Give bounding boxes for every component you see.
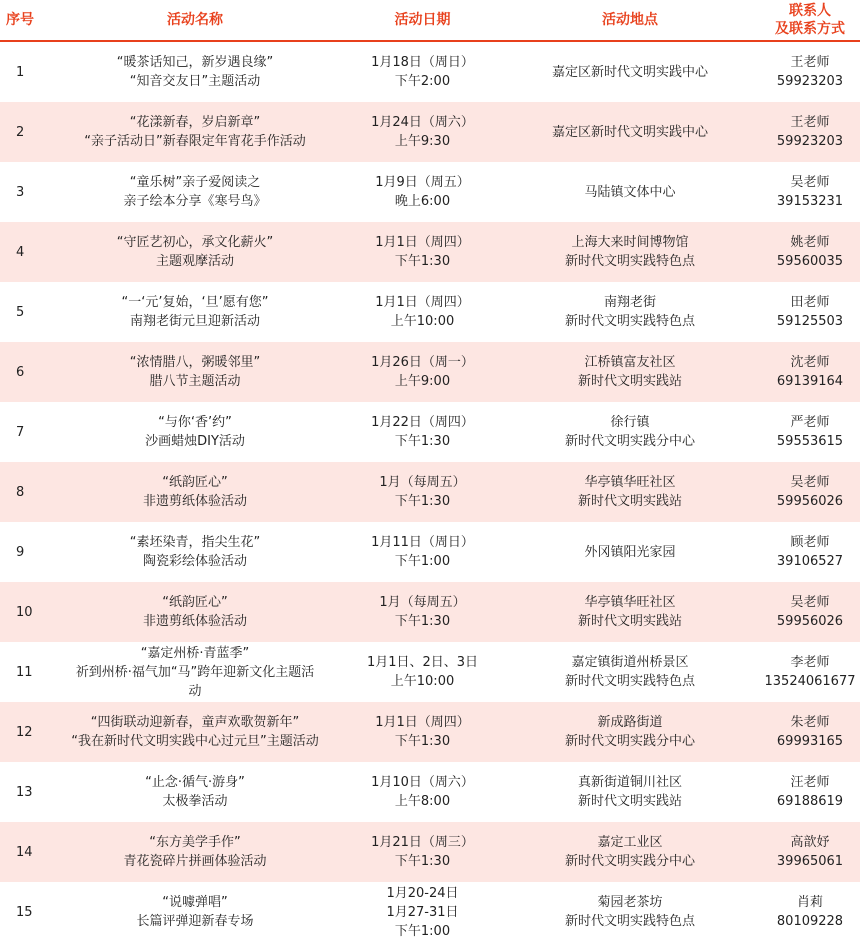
cell-date [345, 702, 500, 762]
cell-location [500, 41, 760, 102]
cell-line: 59560035 [776, 254, 844, 269]
cell-location [500, 102, 760, 162]
cell-index: 3 [16, 184, 25, 200]
cell-line: 下午1:00 [394, 923, 451, 939]
cell-line: 59956026 [776, 614, 844, 629]
cell-line: 沈老师 [790, 355, 830, 370]
cell-line: 1月1日（周四） [375, 715, 470, 730]
cell-line: 1月9日（周五） [375, 175, 470, 190]
cell-location [500, 582, 760, 642]
cell-line: 59923203 [776, 134, 844, 149]
table-row [0, 102, 860, 162]
cell-line: 腊八节主题活动 [149, 374, 241, 389]
table-row [0, 41, 860, 102]
cell-line: 下午1:30 [394, 614, 451, 629]
header-date: 活动日期 [345, 0, 500, 41]
cell-line: 59956026 [776, 494, 844, 509]
cell-index: 11 [16, 664, 33, 680]
cell-date [345, 582, 500, 642]
cell-line: 上午9:00 [394, 374, 451, 389]
cell-contact [760, 822, 860, 882]
cell-name [45, 41, 345, 102]
cell-contact [760, 282, 860, 342]
cell-index: 7 [16, 424, 25, 440]
cell-line: 嘉定区新时代文明实践中心 [551, 64, 708, 80]
cell-contact [760, 762, 860, 822]
cell-name [45, 102, 345, 162]
cell-name [45, 342, 345, 402]
cell-line: 39106527 [776, 554, 844, 569]
cell-index: 4 [0, 222, 45, 282]
cell-location [500, 522, 760, 582]
cell-date [345, 342, 500, 402]
cell-line: 新时代文明实践分中心 [564, 734, 695, 749]
header-line: 及联系方式 [775, 21, 845, 37]
header-line: 联系人 [789, 3, 831, 19]
header-contact [760, 0, 860, 41]
cell-line: 1月（每周五） [379, 595, 466, 610]
cell-line: 真新街道铜川社区 [577, 775, 682, 790]
cell-contact [760, 522, 860, 582]
table-row [0, 282, 860, 342]
cell-line: “守匠艺初心，承文化薪火” [116, 235, 274, 250]
cell-name [45, 762, 345, 822]
cell-line: 祈到州桥·福气加“马”跨年迎新文化主题活 [75, 664, 315, 680]
cell-name [45, 822, 345, 882]
cell-line: 1月24日（周六） [371, 115, 474, 130]
cell-line: 上午10:00 [390, 314, 455, 329]
cell-location [500, 822, 760, 882]
cell-line: 1月1日（周四） [375, 295, 470, 310]
cell-date [345, 822, 500, 882]
cell-line: 新时代文明实践站 [577, 494, 682, 509]
cell-line: 高歆妤 [790, 835, 830, 850]
cell-line: “浓情腊八，粥暖邻里” [129, 355, 261, 370]
cell-name [45, 882, 345, 942]
table-row [0, 222, 860, 282]
cell-line: 1月21日（周三） [371, 835, 474, 850]
cell-line: 59553615 [776, 434, 844, 449]
cell-line: 华亭镇华旺社区 [584, 475, 676, 490]
cell-line: 下午1:00 [394, 554, 451, 569]
cell-line: 非遗剪纸体验活动 [142, 614, 247, 629]
cell-name [45, 582, 345, 642]
cell-line: 新时代文明实践特色点 [564, 674, 695, 689]
cell-line: 59125503 [776, 314, 844, 329]
cell-date [345, 162, 500, 222]
cell-line: 徐行镇 [610, 415, 650, 430]
cell-line: 顾老师 [790, 535, 830, 550]
cell-line: 下午1:30 [394, 734, 451, 749]
cell-line: “嘉定州桥·青蓝季” [140, 645, 250, 661]
cell-date [345, 642, 500, 702]
cell-line: 69993165 [776, 734, 844, 749]
header-row [0, 0, 860, 41]
cell-location [500, 402, 760, 462]
cell-line: 陶瓷彩绘体验活动 [142, 554, 247, 569]
cell-line: 下午1:30 [394, 254, 451, 269]
cell-line: 1月22日（周四） [371, 415, 474, 430]
table-row [0, 762, 860, 822]
cell-line: “亲子活动日”新春限定年宵花手作活动 [84, 134, 306, 149]
cell-index: 1 [16, 64, 25, 80]
cell-line: “止念·循气·游身” [145, 775, 245, 790]
cell-line: 青花瓷碎片拼画体验活动 [123, 854, 267, 869]
cell-line: “与你‘香’约” [158, 415, 232, 430]
cell-name [45, 522, 345, 582]
cell-line: 王老师 [790, 55, 830, 70]
cell-name [45, 282, 345, 342]
table-row [0, 522, 860, 582]
cell-line: “花漾新春，岁启新章” [129, 115, 261, 130]
cell-line: 嘉定区新时代文明实践中心 [551, 124, 708, 140]
cell-date [345, 402, 500, 462]
cell-name [45, 402, 345, 462]
cell-line: 1月18日（周日） [371, 55, 474, 70]
cell-date [345, 462, 500, 522]
cell-location [500, 162, 760, 222]
cell-contact [760, 102, 860, 162]
cell-location [500, 882, 760, 942]
cell-line: 姚老师 [790, 235, 830, 250]
cell-name [45, 642, 345, 702]
cell-line: 朱老师 [790, 715, 830, 730]
cell-line: 华亭镇华旺社区 [584, 595, 676, 610]
table-row [0, 462, 860, 522]
cell-contact [760, 162, 860, 222]
cell-line: 1月（每周五） [379, 475, 466, 490]
cell-line: “知音交友日”主题活动 [129, 74, 261, 89]
cell-contact [760, 462, 860, 522]
cell-line: 菊园老茶坊 [597, 895, 663, 910]
cell-line: 非遗剪纸体验活动 [142, 494, 247, 509]
cell-index: 13 [16, 784, 33, 800]
cell-line: “东方美学手作” [149, 835, 241, 850]
cell-line: 南翔老街 [603, 295, 656, 310]
header-location: 活动地点 [500, 0, 760, 41]
cell-line: 1月27-31日 [386, 904, 459, 920]
cell-line: “一‘元’复始，‘旦’愿有您” [121, 295, 269, 310]
cell-line: 新时代文明实践站 [577, 794, 682, 809]
cell-line: 39153231 [776, 194, 844, 209]
header-name: 活动名称 [45, 0, 345, 41]
cell-line: 南翔老街元旦迎新活动 [129, 314, 260, 329]
cell-line: 新时代文明实践分中心 [564, 854, 695, 869]
cell-name [45, 702, 345, 762]
cell-line: 80109228 [776, 914, 844, 929]
cell-line: 新时代文明实践特色点 [564, 914, 695, 929]
cell-line: 李老师 [790, 655, 830, 670]
cell-line: 上午8:00 [394, 794, 451, 809]
cell-line: 新时代文明实践站 [577, 374, 682, 389]
cell-line: 长篇评弹迎新春专场 [136, 914, 254, 929]
table-row [0, 402, 860, 462]
table-row [0, 162, 860, 222]
cell-line: 1月26日（周一） [371, 355, 474, 370]
cell-line: 肖莉 [796, 895, 823, 910]
table-row [0, 642, 860, 702]
cell-line: 嘉定镇街道州桥景区 [571, 655, 689, 670]
cell-date [345, 882, 500, 942]
cell-index: 5 [16, 304, 25, 320]
cell-line: 嘉定工业区 [597, 835, 663, 850]
cell-line: 晚上6:00 [394, 194, 451, 209]
cell-line: 下午2:00 [394, 74, 451, 89]
cell-date [345, 282, 500, 342]
cell-date [345, 222, 500, 282]
cell-line: 39965061 [776, 854, 844, 869]
cell-line: 上午9:30 [394, 134, 451, 149]
cell-date [345, 102, 500, 162]
cell-contact [760, 222, 860, 282]
cell-line: 新时代文明实践特色点 [564, 314, 695, 329]
cell-line: “四街联动迎新春，童声欢歌贺新年” [90, 715, 300, 730]
cell-line: 59923203 [776, 74, 844, 89]
header-index: 序号 [0, 0, 45, 41]
cell-line: 新时代文明实践分中心 [564, 434, 695, 449]
cell-line: 上海大来时间博物馆 [571, 235, 689, 250]
cell-line: 13524061677 [764, 674, 856, 689]
cell-line: 吴老师 [790, 475, 830, 490]
cell-index: 2 [0, 102, 45, 162]
cell-contact [760, 702, 860, 762]
cell-line: “童乐树”亲子爱阅读之 [129, 175, 261, 190]
cell-line: 沙画蜡烛DIY活动 [145, 434, 245, 449]
cell-line: 下午1:30 [394, 854, 451, 869]
cell-line: “纸韵匠心” [162, 595, 228, 610]
cell-location [500, 462, 760, 522]
cell-line: “素坯染青，指尖生花” [129, 535, 261, 550]
cell-index: 14 [0, 822, 45, 882]
cell-line: 新时代文明实践特色点 [564, 254, 695, 269]
cell-line: 1月10日（周六） [371, 775, 474, 790]
cell-line: 吴老师 [790, 595, 830, 610]
cell-index: 15 [16, 904, 33, 920]
cell-line: “说噱弹唱” [162, 895, 228, 910]
cell-contact [760, 642, 860, 702]
cell-line: “我在新时代文明实践中心过元旦”主题活动 [71, 734, 319, 749]
cell-index: 10 [0, 582, 45, 642]
table-row [0, 882, 860, 942]
table-row [0, 822, 860, 882]
cell-line: 田老师 [790, 295, 830, 310]
table-row [0, 582, 860, 642]
cell-index: 9 [16, 544, 25, 560]
cell-location [500, 282, 760, 342]
table-row [0, 702, 860, 762]
cell-date [345, 41, 500, 102]
cell-contact [760, 402, 860, 462]
cell-line: 1月1日、2日、3日 [366, 655, 479, 670]
cell-date [345, 762, 500, 822]
cell-location [500, 222, 760, 282]
cell-line: 1月20-24日 [386, 885, 459, 901]
cell-line: 亲子绘本分享《寒号鸟》 [123, 194, 267, 209]
cell-name [45, 162, 345, 222]
cell-line: “暖茶话知己，新岁遇良缘” [116, 55, 274, 70]
cell-location [500, 702, 760, 762]
cell-line: 下午1:30 [394, 494, 451, 509]
cell-line: 马陆镇文体中心 [584, 184, 676, 200]
cell-line: 1月11日（周日） [371, 535, 474, 550]
cell-contact [760, 582, 860, 642]
cell-line: 1月1日（周四） [375, 235, 470, 250]
cell-line: 下午1:30 [394, 434, 451, 449]
cell-line: 江桥镇富友社区 [584, 355, 676, 370]
cell-location [500, 342, 760, 402]
cell-line: 69139164 [776, 374, 844, 389]
cell-line: 汪老师 [790, 775, 830, 790]
cell-name [45, 222, 345, 282]
cell-line: “纸韵匠心” [162, 475, 228, 490]
cell-line: 新成路街道 [597, 715, 663, 730]
cell-line: 吴老师 [790, 175, 830, 190]
cell-line: 严老师 [790, 415, 830, 430]
cell-line: 新时代文明实践站 [577, 614, 682, 629]
cell-line: 王老师 [790, 115, 830, 130]
cell-contact [760, 882, 860, 942]
cell-index: 8 [0, 462, 45, 522]
cell-line: 上午10:00 [390, 674, 455, 689]
cell-line: 主题观摩活动 [155, 254, 234, 269]
cell-index: 6 [0, 342, 45, 402]
cell-name [45, 462, 345, 522]
cell-date [345, 522, 500, 582]
cell-line: 外冈镇阳光家园 [584, 544, 676, 560]
cell-line: 69188619 [776, 794, 844, 809]
cell-line: 太极拳活动 [162, 794, 228, 809]
cell-location [500, 762, 760, 822]
cell-contact [760, 41, 860, 102]
table-row [0, 342, 860, 402]
cell-line: 动 [188, 683, 202, 699]
cell-index: 12 [0, 702, 45, 762]
cell-contact [760, 342, 860, 402]
cell-location [500, 642, 760, 702]
